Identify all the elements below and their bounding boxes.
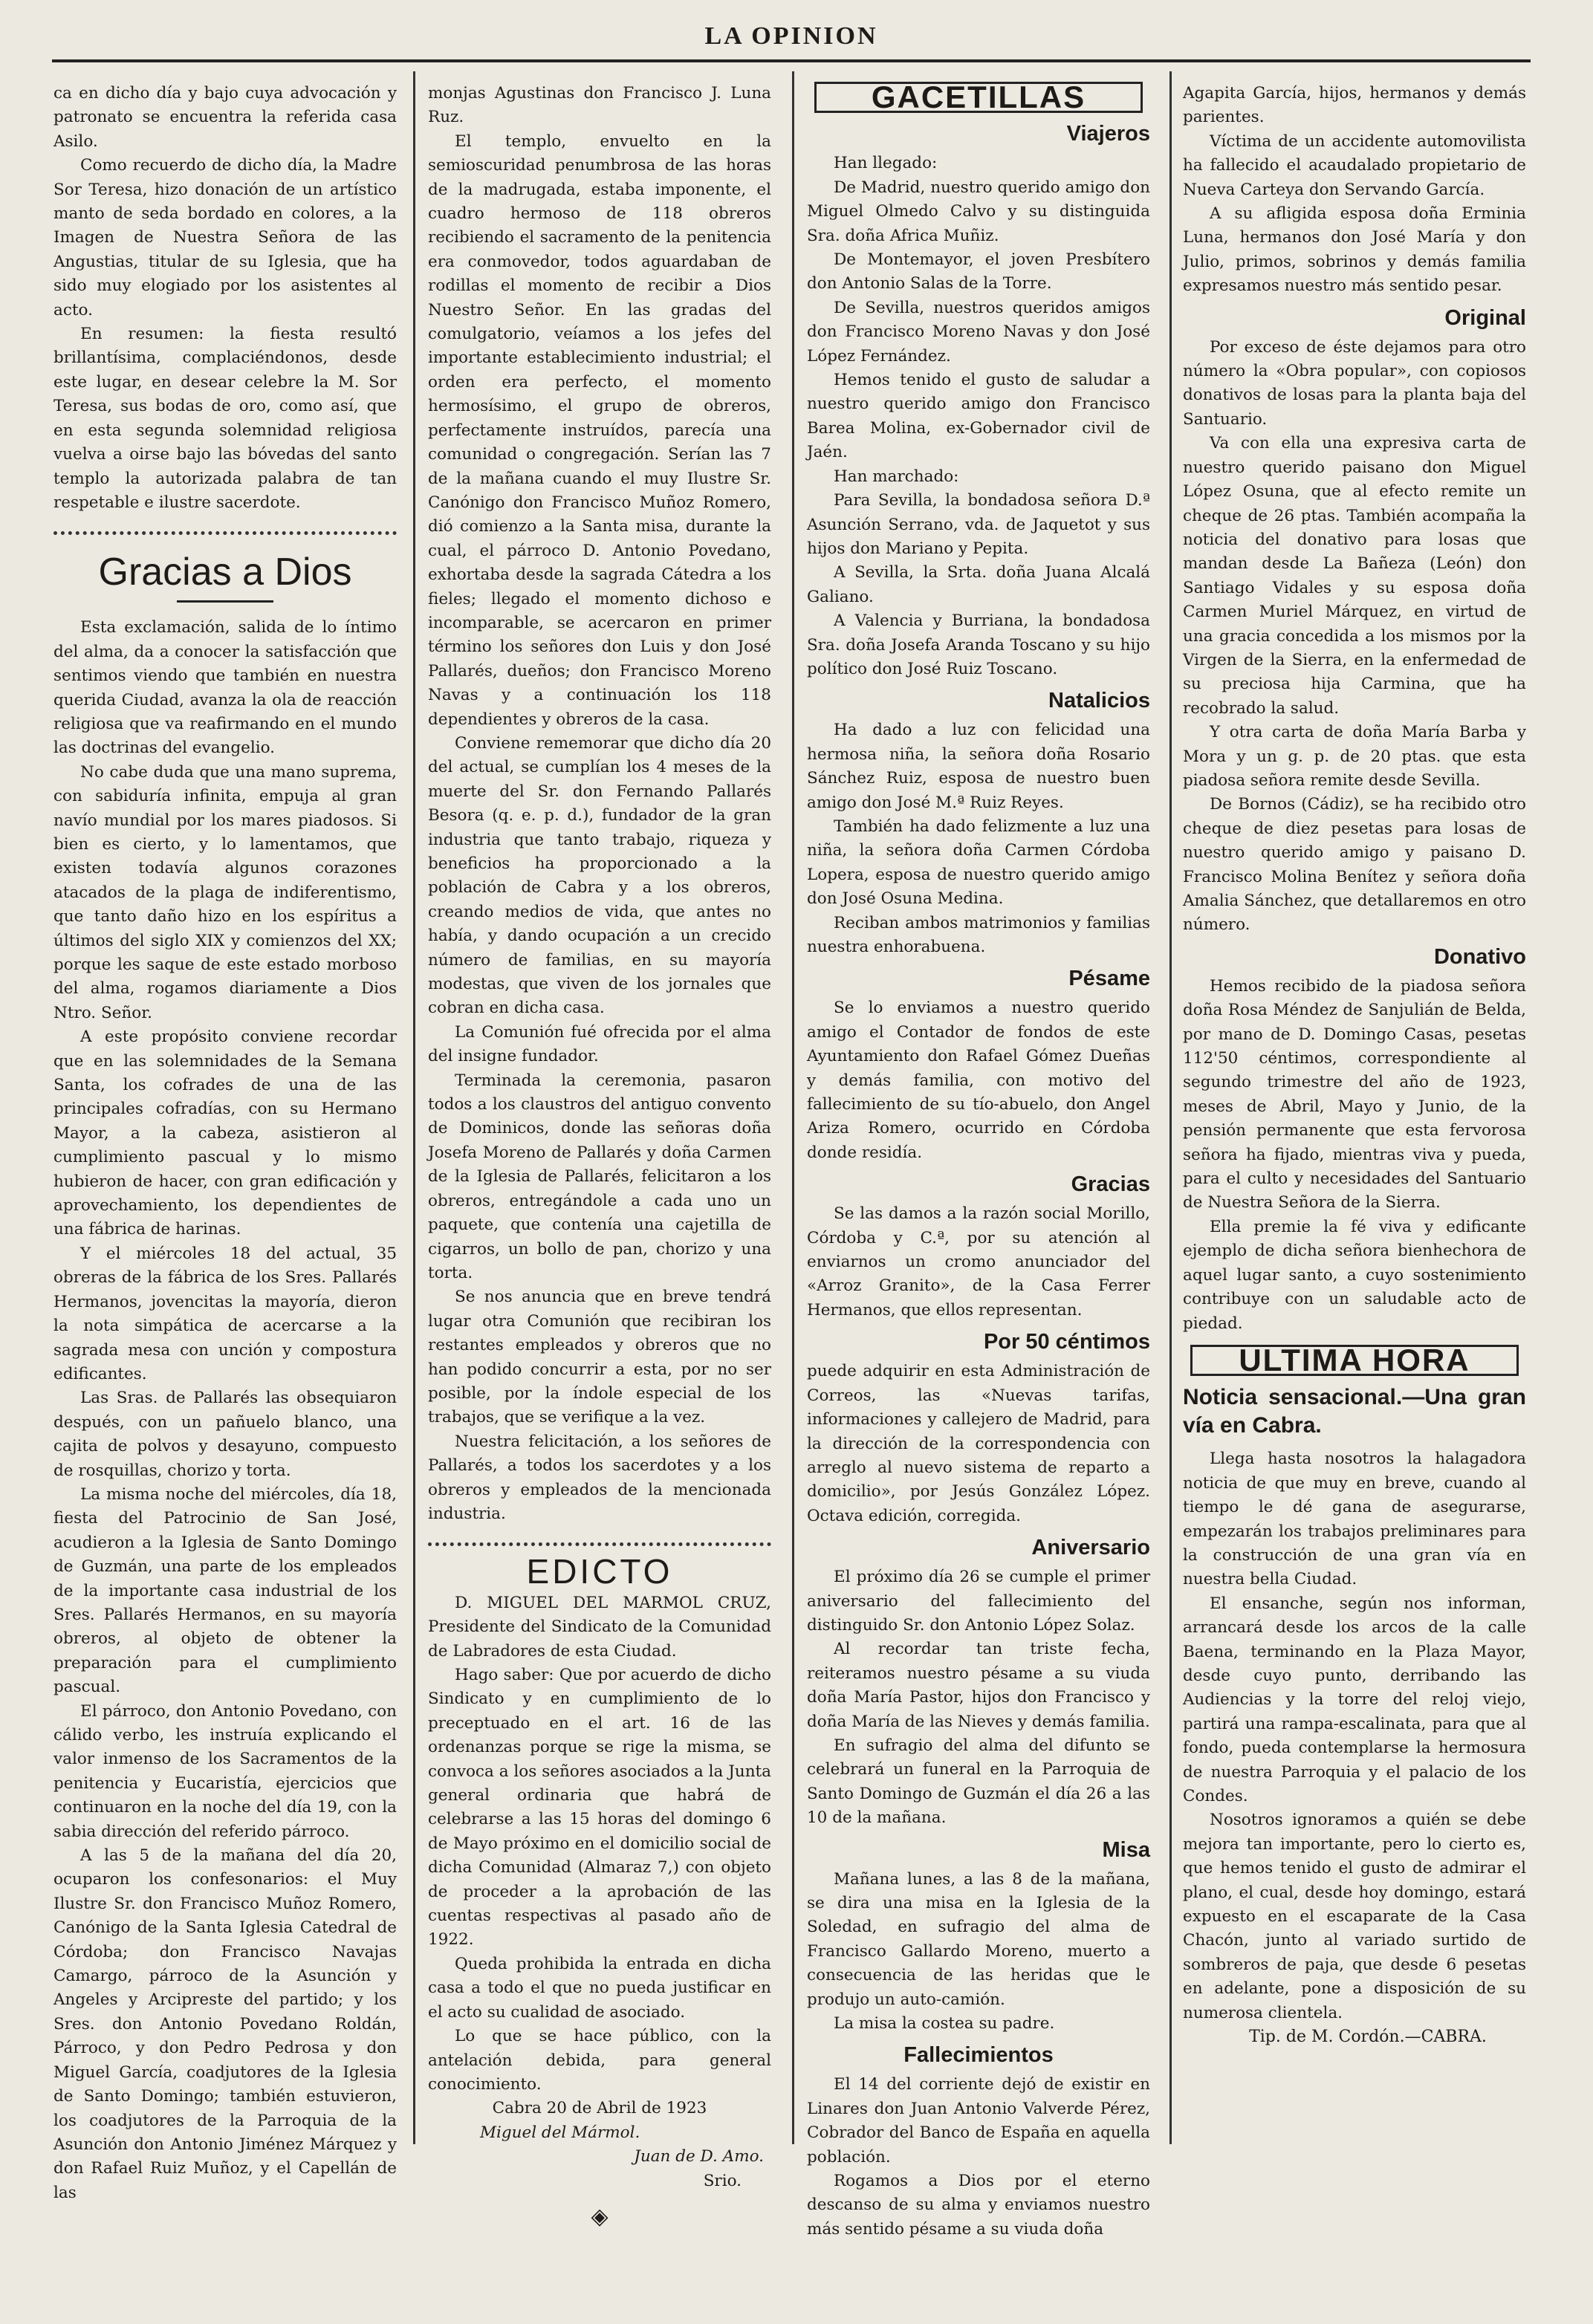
column-1	[53, 82, 397, 2205]
paragraph: Nosotros ignoramos a quién se debe mejora tan importante, pero lo cierto es, que hemos tenido el gusto de admirar el plano, el cual, desde hoy domingo, estará expuesto en el escaparate de la Casa Chacón, junto al variado surtido de sombreros de paja, que desde 6 pesetas en adelante, pone a disposición de su numerosa clientela.	[1183, 1811, 1526, 2022]
section-heading: Gracias	[1071, 1172, 1150, 1197]
section-heading: Original	[1444, 305, 1526, 330]
paragraph: Como recuerdo de dicho día, la Madre Sor Teresa, hizo donación de un artístico manto de seda bordado en colores, a la Imagen de Nuestra Señora de las Angustias, titular de su Iglesia, que ha sido muy elogiado por los asistentes al acto.	[53, 156, 397, 319]
title-underline	[177, 600, 273, 603]
paragraph: El próximo día 26 se cumple el primer aniversario del fallecimiento del distinguido Sr. don Antonio López Solaz.	[807, 1568, 1150, 1635]
paragraph: Lo que se hace público, con la antelación debida, para general conocimiento.	[428, 2027, 771, 2094]
paragraph: D. MIGUEL DEL MARMOL CRUZ, Presidente del Sindicato de la Comunidad de Labradores de esta Ciudad.	[428, 1593, 771, 1661]
paragraph: La Comunión fué ofrecida por el alma del insigne fundador.	[428, 1022, 771, 1066]
article-title: Gracias a Dios	[98, 551, 352, 594]
column-4	[1183, 82, 1526, 2049]
section-heading: Por 50 céntimos	[983, 1330, 1150, 1354]
paragraph: La misa la costea su padre.	[834, 2014, 1055, 2034]
dotted-divider	[428, 1542, 771, 1546]
paragraph: Y el miércoles 18 del actual, 35 obreras de la fábrica de los Sres. Pallarés Hermanos, jovencitas la mayoría, dieron la nota simpática de acercarse a la sagrada mesa con unción y compostura edificantes.	[53, 1244, 397, 1383]
paragraph: Hago saber: Que por acuerdo de dicho Sindicato y en cumplimiento de lo preceptuado en el art. 16 de las ordenanzas porque se rige la misma, se convoca a los señores asociados a la Junta general ordinaria que habrá de celebrarse a las 15 horas del domingo 6 de Mayo próximo en el domicilio social de dicha Comunidad (Almaraz 7,) con objeto de proceder a la aprobación de las cuentas respectivas al pasado año de 1922.	[428, 1666, 771, 1950]
paragraph: Agapita García, hijos, hermanos y demás parientes.	[1183, 84, 1526, 127]
paragraph: Ha dado a luz con felicidad una hermosa niña, la señora doña Rosario Sánchez Ruiz, esposa de nuestro buen amigo don José M.ª Ruiz Reyes.	[807, 721, 1150, 812]
paragraph: Llega hasta nosotros la halagadora noticia de que muy en breve, cuando al tiempo le dé gana de asegurarse, empezarán los trabajos preliminares para la construcción de una gran vía en nuestra bella Ciudad.	[1183, 1450, 1526, 1589]
section-heading: Fallecimientos	[903, 2043, 1054, 2068]
dotted-divider	[53, 531, 397, 535]
paragraph: Para Sevilla, la bondadosa señora D.ª Asunción Serrano, vda. de Jaquetot y sus hijos don Mariano y Pepita.	[807, 491, 1150, 558]
section-heading: Pésame	[1068, 967, 1150, 991]
signature: Juan de D. Amo.	[634, 2147, 764, 2166]
paragraph: A su afligida esposa doña Erminia Luna, hermanos don José María y don Julio, primos, sobrinos y demás familia expresamos nuestro más sentido pesar.	[1183, 204, 1526, 296]
paragraph: De Sevilla, nuestros queridos amigos don Francisco Moreno Navas y don José López Fernández.	[807, 298, 1150, 366]
printer-footer: Tip. de M. Cordón.—CABRA.	[1249, 2028, 1487, 2047]
paragraph: De Bornos (Cádiz), se ha recibido otro cheque de diez pesetas para losas de nuestro querido amigo y paisano D. Francisco Molina Benítez y señora doña Amalia Sánchez, que detallaremos en otro número.	[1183, 795, 1526, 935]
paragraph: Conviene rememorar que dicho día 20 del actual, se cumplían los 4 meses de la muerte del Sr. don Fernando Pallarés Besora (q. e. p. d.), fundador de la gran industria que tanto trabajo, riqueza y beneficios ha proporcionado a la población de Cabra y a los obreros, creando medios de vida, que antes no había, y dando ocupación a un crecido número de familias, en su mayoría modestas, que viven de los jornales que cobran en dicha casa.	[428, 733, 771, 1018]
paragraph: Han llegado:	[834, 154, 938, 173]
column-separator	[413, 71, 415, 2144]
edict-date: Cabra 20 de Abril de 1923	[492, 2099, 707, 2118]
section-heading: Misa	[1102, 1837, 1150, 1862]
paragraph: Al recordar tan triste fecha, reiteramos nuestro pésame a su viuda doña María Pastor, hijos don Francisco y doña María de las Nieves y demás familia.	[807, 1640, 1150, 1731]
paragraph: También ha dado felizmente a luz una niña, la señora doña Carmen Córdoba Lopera, esposa de nuestro querido amigo don José Osuna Medina.	[807, 817, 1150, 909]
section-heading: Viajeros	[1066, 122, 1150, 146]
paragraph: La misma noche del miércoles, día 18, fiesta del Patrocinio de San José, acudieron a la Iglesia de Santo Domingo de Guzmán, una parte de los empleados de la importante casa industrial de los Sres. Pallarés Hermanos, en su mayoría obreros, al objeto de obtener la preparación para el cumplimiento pascual.	[53, 1484, 397, 1697]
paragraph: puede adquirir en esta Administración de Correos, las «Nuevas tarifas, informaciones y callejero de Madrid, para la dirección de la correspondencia con arreglo al nuevo sistema de reparto a domicilio», por Jesús González López. Octava edición, corregida.	[807, 1362, 1150, 1525]
column-separator	[1169, 71, 1172, 2144]
paragraph: Hemos tenido el gusto de saludar a nuestro querido amigo don Francisco Barea Molina, ex-Gobernador civil de Jaén.	[807, 371, 1150, 462]
signature-role: Srio.	[703, 2171, 742, 2190]
paragraph: ca en dicho día y bajo cuya advocación y patronato se encuentra la referida casa Asilo.	[53, 84, 397, 151]
paragraph: Rogamos a Dios por el eterno descanso de su alma y enviamos nuestro más sentido pésame a su viuda doña	[807, 2172, 1150, 2239]
paragraph: A Sevilla, la Srta. doña Juana Alcalá Galiano.	[807, 563, 1150, 606]
edict-title: EDICTO	[526, 1552, 673, 1591]
paragraph: Por exceso de éste dejamos para otro número la «Obra popular», con copiosos donativos de losas para la planta baja del Santuario.	[1183, 337, 1526, 429]
paragraph: Nuestra felicitación, a los señores de Pallarés, a todos los sacerdotes y a los obreros y empleados de la mencionada industria.	[428, 1432, 771, 1523]
paragraph: El templo, envuelto en la semioscuridad penumbrosa de las horas de la madrugada, estaba imponente, el cuadro hermoso de 118 obreros recibiendo el sacramento de la penitencia era conmovedor, todos aguardaban de rodillas el momento de recibir a Dios Nuestro Señor. En las gradas del comulgatorio, veíamos a los jefes del importante establecimiento industrial; el orden era perfecto, el momento hermosísimo, el grupo de obreros, perfectamente instruídos, parecía una comunidad o congregación. Serían las 7 de la mañana cuando el muy Ilustre Sr. Canónigo don Francisco Muñoz Romero, dió comienzo a la Santa misa, durante la cual, el párroco D. Antonio Povedano, exhortaba desde la sagrada Cátedra a los fieles; llegado el momento dichoso e incomparable, se acercaron en primer término los señores don Luis y don José Pallarés, dueños; don Francisco Moreno Navas y a continuación los 118 dependientes y obreros de la casa.	[428, 132, 771, 729]
column-2	[428, 82, 771, 2229]
paragraph: Y otra carta de doña María Barba y Mora y un g. p. de 20 ptas. que esta piadosa señora remite desde Sevilla.	[1183, 723, 1526, 790]
column-separator	[792, 71, 794, 2144]
headline: Noticia sensacional.—Una gran vía en Cabra.	[1183, 1385, 1526, 1438]
paragraph: De Madrid, nuestro querido amigo don Miguel Olmedo Calvo y su distinguida Sra. doña Africa Muñiz.	[807, 178, 1150, 245]
section-heading: Natalicios	[1048, 689, 1150, 713]
paragraph: A las 5 de la mañana del día 20, ocuparon los confesonarios: el Muy Ilustre Sr. don Francisco Muñoz Romero, Canónigo de la Santa Iglesia Catedral de Córdoba; don Francisco Navajas Camargo, párroco de la Asunción y Angeles y Arcipreste del partido; y los Sres. don Antonio Povedano Roldán, Párroco, y don Pedro Pedrosa y don Miguel García, coadjutores de la Iglesia de Santo Domingo; también estuvieron, los coadjutores de la Parroquia de la Asunción don Antonio Jiménez Márquez y don Rafael Ruiz Muñoz, y el Capellán de las	[53, 1846, 397, 2202]
paragraph: A Valencia y Burriana, la bondadosa Sra. doña Josefa Aranda Toscano y su hijo político don José Ruiz Toscano.	[807, 611, 1150, 678]
paragraph: monjas Agustinas don Francisco J. Luna Ruz.	[428, 84, 771, 127]
paragraph: De Montemayor, el joven Presbítero don Antonio Salas de la Torre.	[807, 250, 1150, 293]
paragraph: Se nos anuncia que en breve tendrá lugar otra Comunión que recibiran los restantes empleados y obreros que no han podido concurrir a esta, por no ser posible, por la índole especial de los trabajos, que se verifique a la vez.	[428, 1288, 771, 1427]
paragraph: El ensanche, según nos informan, arrancará desde los arcos de la calle Baena, terminando en la Plaza Mayor, desde cuyo punto, derribando las Audiencias y la torre del reloj viejo, partirá una rampa-escalinata, para que al fondo, pueda contemplarse la hermosura de nuestra Parroquia y el palacio de los Condes.	[1183, 1594, 1526, 1805]
signature: Miguel del Mármol.	[480, 2123, 640, 2142]
top-rule	[52, 59, 1531, 62]
paragraph: Queda prohibida la entrada en dicha casa a todo el que no pueda justificar en el acto su cualidad de asociado.	[428, 1954, 771, 2022]
paragraph: Va con ella una expresiva carta de nuestro querido paisano don Miguel López Osuna, que al efecto remite un cheque de 26 ptas. También acompaña la noticia del donativo para losas que mandan desde La Bañeza (León) don Santiago Vidales y su esposa doña Carmen Muriel Márquez, en virtud de una gracia concedida a los mismos por la Virgen de la Sierra, en la enfermedad de su preciosa hija Carmina, que ha recobrado la salud.	[1183, 434, 1526, 718]
paragraph: Ella premie la fé viva y edificante ejemplo de dicha señora bienhechora de aquel lugar santo, a cuyo sostenimiento contribuye con un saludable acto de piedad.	[1183, 1217, 1526, 1333]
paragraph: Se las damos a la razón social Morillo, Córdoba y C.ª, por su atención al enviarnos un cromo anunciador del «Arroz Granito», de la Casa Ferrer Hermanos, que ellos representan.	[807, 1204, 1150, 1320]
section-banner: GACETILLAS	[814, 82, 1143, 113]
paragraph: Víctima de un accidente automovilista ha fallecido el acaudalado propietario de Nueva Carteya don Servando García.	[1183, 132, 1526, 199]
column-3	[807, 79, 1150, 2242]
paragraph: Mañana lunes, a las 8 de la mañana, se dira una misa en la Iglesia de la Soledad, en sufragio del alma de Francisco Gallardo Moreno, muerto a consecuencia de las heridas que le produjo un auto-camión.	[807, 1869, 1150, 2009]
paragraph: Las Sras. de Pallarés las obsequiaron después, con un pañuelo blanco, una cajita de polvos y desayuno, compuesto de rosquillas, chorizo y torta.	[53, 1389, 397, 1480]
paragraph: En sufragio del alma del difunto se celebrará un funeral en la Parroquia de Santo Domingo de Guzmán el día 26 a las 10 de la mañana.	[807, 1736, 1150, 1828]
section-heading: Aniversario	[1031, 1536, 1150, 1560]
paragraph: Se lo enviamos a nuestro querido amigo el Contador de fondos de este Ayuntamiento don Rafael Gómez Dueñas y demás familia, con motivo del fallecimiento de su tío-abuelo, don Angel Ariza Romero, ocurrido en Córdoba donde residía.	[807, 999, 1150, 1162]
paragraph: Han marchado:	[834, 467, 959, 486]
paragraph: El párroco, don Antonio Povedano, con cálido verbo, les instruía explicando el valor inmenso de los Sacramentos de la penitencia y Eucaristía, ejercicios que continuaron en la noche del día 19, con la sabia dirección del referido párroco.	[53, 1701, 397, 1841]
paragraph: Hemos recibido de la piadosa señora doña Rosa Méndez de Sanjulián de Belda, por mano de D. Domingo Casas, pesetas 112'50 céntimos, correspondiente al segundo trimestre del año de 1923, meses de Abril, Mayo y Junio, de la pensión permanente que esta fervorosa señora ha fijado, mientras viva y pueda, para el culto y necesidades del Santuario de Nuestra Señora de la Sierra.	[1183, 976, 1526, 1213]
paragraph: Terminada la ceremonia, pasaron todos a los claustros del antiguo convento de Dominicos, donde las señoras doña Josefa Moreno de Pallarés y doña Carmen de la Iglesia de Pallarés, felicitaron a los obreros, entregándole a cada uno un paquete, que contenía una cajetilla de cigarros, un bollo de pan, chorizo y una torta.	[428, 1071, 771, 1282]
paragraph: A este propósito conviene recordar que en las solemnidades de la Semana Santa, los cofrades de una de las principales cofradías, con su Hermano Mayor, a la cabeza, asistieron al cumplimiento pascual y lo mismo hubieron de hacer, con gran edificación y aprovechamiento, los dependientes de una fábrica de harinas.	[53, 1028, 397, 1239]
paragraph: No cabe duda que una mano suprema, con sabiduría infinita, empuja al gran navío mundial por los mares piadosos. Si bien es cierto, y lo lamentamos, que existen todavía algunos corazones atacados de la plaga de indiferentismo, que tanto daño hizo en los espíritus a últimos del siglo XIX y comienzos del XX; porque les saque de este estado morboso del alma, rogamos diariamente a Dios Ntro. Señor.	[53, 762, 397, 1022]
paragraph: Esta exclamación, salida de lo íntimo del alma, da a conocer la satisfacción que sentimos viendo que también en nuestra querida Ciudad, avanza la ola de reacción religiosa que va reafirmando en el mundo las doctrinas del evangelio.	[53, 618, 397, 758]
masthead: LA OPINION	[704, 22, 878, 50]
paragraph: El 14 del corriente dejó de existir en Linares don Juan Antonio Valverde Pérez, Cobrador del Banco de España en aquella población.	[807, 2075, 1150, 2166]
paragraph: En resumen: la fiesta resultó brillantísima, complaciéndonos, desde este lugar, en desear celebre la M. Sor Teresa, sus bodas de oro, como así, que en esta segunda solemnidad religiosa vuelva a oirse bajo las bóvedas del santo templo la autorizada palabra de tan respetable e ilustre sacerdote.	[53, 325, 397, 512]
ornament-icon: ◈	[591, 2203, 609, 2230]
paragraph: Reciban ambos matrimonios y familias nuestra enhorabuena.	[807, 913, 1150, 956]
section-banner: ULTIMA HORA	[1190, 1345, 1519, 1376]
section-heading: Donativo	[1433, 944, 1526, 969]
